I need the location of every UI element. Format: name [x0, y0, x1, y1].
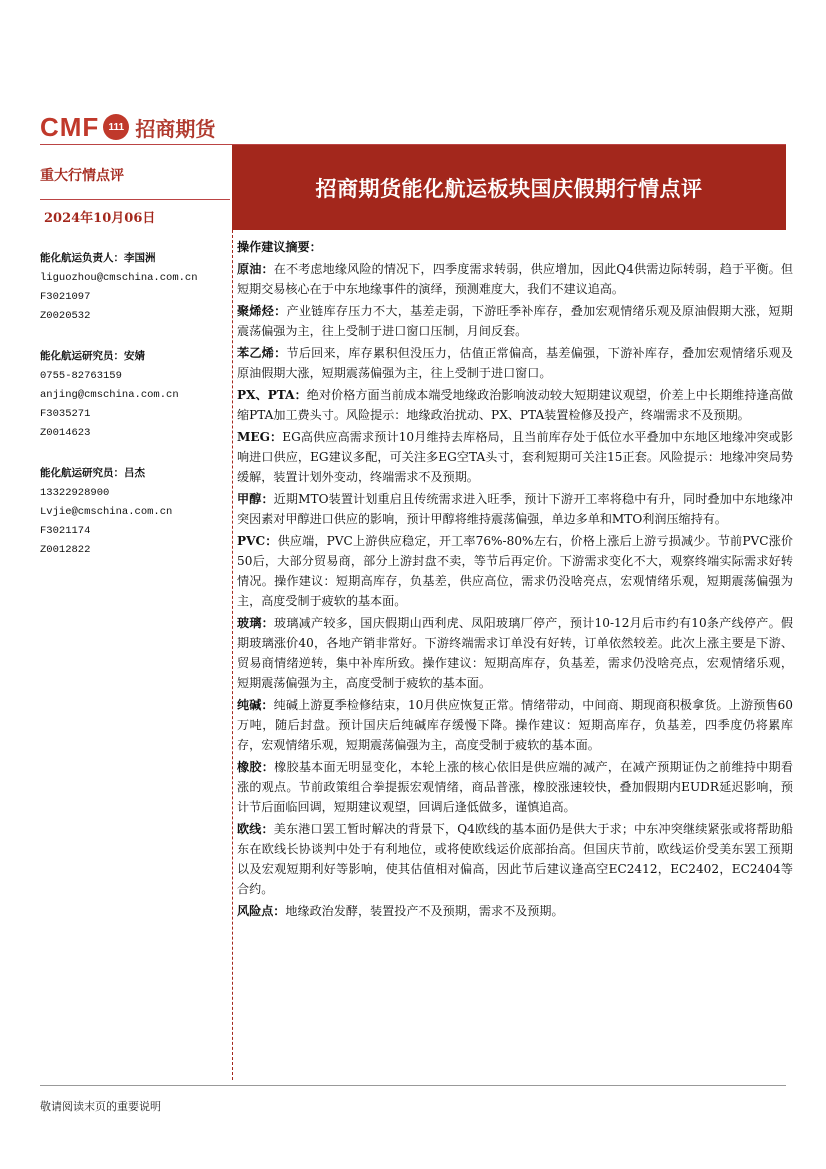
- company-logo: [40, 112, 215, 142]
- commodity-key: 欧线：: [237, 822, 274, 836]
- analyst-license-id: F3035271: [40, 408, 91, 420]
- commodity-paragraph: [237, 757, 793, 817]
- report-category: 重大行情点评: [40, 168, 124, 184]
- commodity-text: 节后回来，库存累积但没压力，估值正常偏高，基差偏强，下游补库存，叠加宏观情绪乐观及原油假期大涨，短期震荡偏强为主，往上受制于进口窗口。: [237, 346, 793, 380]
- logo-cmf-text: CMF: [40, 111, 100, 142]
- logo-badge-text: 111: [108, 121, 125, 133]
- commodity-paragraph: [237, 427, 793, 487]
- commodity-key: 橡胶：: [237, 760, 275, 774]
- analyst-license-id: Z0014623: [40, 427, 91, 439]
- analyst-card: [40, 348, 228, 439]
- commodity-key: 玻璃：: [237, 616, 274, 630]
- commodity-text: EG高供应高需求预计10月维持去库格局，且当前库存处于低位水平叠加中东地区地缘冲突或影响进口供应，EG建议多配，可关注多EG空TA头寸，套利短期可关注15正套。风险提示：地缘冲突局势缓解，装置计划外变动，终端需求不及预期。: [237, 430, 793, 484]
- logo-badge-icon: [103, 114, 129, 140]
- commodity-key: PVC：: [237, 534, 278, 548]
- risk-key: 风险点：: [237, 904, 286, 918]
- commodity-text: 绝对价格方面当前成本端受地缘政治影响波动较大短期建议观望，价差上中长期维持逢高做缩PTA加工费头寸。风险提示：地缘政治扰动、PX、PTA装置检修及投产，终端需求不及预期。: [237, 388, 793, 422]
- analyst-card: [40, 250, 228, 322]
- summary-heading: 操作建议摘要：: [237, 240, 322, 254]
- commodity-paragraph: [237, 301, 793, 341]
- commodity-key: MEG：: [237, 430, 283, 444]
- commodity-text: 近期MTO装置计划重启且传统需求进入旺季，预计下游开工率将稳中有升，同时叠加中东地缘冲突因素对甲醇进口供应的影响，预计甲醇将维持震荡偏强，单边多单和MTO利润压缩持有。: [237, 492, 793, 526]
- commodity-text: 美东港口罢工暂时解决的背景下，Q4欧线的基本面仍是供大于求；中东冲突继续紧张或将帮助船东在欧线长协谈判中处于有利地位，或将使欧线运价底部抬高。但国庆节前，欧线运价受美东罢工预期以及宏观短期利好等影响，使其估值相对偏高，因此节后建议逢高空EC2412，EC2402，EC2404等合约。: [237, 822, 793, 896]
- commodity-key: PX、PTA：: [237, 388, 307, 402]
- report-body: [237, 237, 793, 923]
- commodity-paragraph: [237, 613, 793, 693]
- analyst-role: 能化航运研究员：安婧: [40, 350, 145, 362]
- commodity-text: 在不考虑地缘风险的情况下，四季度需求转弱，供应增加，因此Q4供需边际转弱，趋于平衡。但短期交易核心在于中东地缘事件的演绎，预测难度大，我们不建议追高。: [237, 262, 793, 296]
- analyst-role: 能化航运负责人：李国洲: [40, 252, 156, 264]
- analyst-email[interactable]: anjing@cmschina.com.cn: [40, 389, 179, 401]
- logo-cn-text: 招商期货: [135, 116, 216, 141]
- commodity-paragraph: [237, 489, 793, 529]
- analyst-role: 能化航运研究员：吕杰: [40, 467, 145, 479]
- commodity-paragraph: [237, 819, 793, 899]
- commodity-text: 供应端，PVC上游供应稳定，开工率76%-80%左右，价格上涨后上游亏损减少。节前PVC涨价50后，大部分贸易商，部分上游封盘不卖，等节后再定价。下游需求变化不大，观察终端实际需求好转情况。操作建议：短期高库存，负基差，供应高位，需求仍没啥亮点，宏观情绪乐观，短期震荡偏强为主，高度受制于疲软的基本面。: [237, 534, 793, 608]
- analyst-sidebar: [40, 250, 228, 582]
- commodity-key: 聚烯烃：: [237, 304, 287, 318]
- commodity-paragraph: [237, 531, 793, 611]
- commodity-paragraph: [237, 385, 793, 425]
- commodity-text: 橡胶基本面无明显变化，本轮上涨的核心依旧是供应端的减产，在减产预期证伪之前维持中期看涨的观点。节前政策组合拳提振宏观情绪，商品普涨，橡胶涨速较快，叠加假期内EUDR延迟影响，预计节后面临回调，短期建议观望，回调后逢低做多，谨慎追高。: [237, 760, 793, 814]
- category-divider: [40, 199, 230, 200]
- analyst-email[interactable]: liguozhou@cmschina.com.cn: [40, 272, 198, 284]
- commodity-paragraph: [237, 343, 793, 383]
- commodity-text: 纯碱上游夏季检修结束，10月供应恢复正常。情绪带动，中间商、期现商积极拿货。上游预售60万吨，随后封盘。预计国庆后纯碱库存缓慢下降。操作建议：短期高库存，负基差，四季度仍将累库存，宏观情绪乐观，短期震荡偏强为主，高度受制于疲软的基本面。: [237, 698, 793, 752]
- commodity-key: 苯乙烯：: [237, 346, 287, 360]
- risk-text: 地缘政治发酵，装置投产不及预期，需求不及预期。: [285, 904, 564, 918]
- commodity-paragraph: [237, 695, 793, 755]
- commodity-key: 纯碱：: [237, 698, 274, 712]
- risk-paragraph: [237, 901, 793, 921]
- commodity-key: 甲醇：: [237, 492, 274, 506]
- disclaimer-footer: 敬请阅读末页的重要说明: [40, 1085, 786, 1114]
- analyst-phone: 13322928900: [40, 487, 110, 499]
- analyst-license-id: F3021097: [40, 291, 91, 303]
- commodity-key: 原油：: [237, 262, 274, 276]
- title-banner: [232, 145, 786, 230]
- page-title: 招商期货能化航运板块国庆假期行情点评: [315, 176, 703, 201]
- commodity-paragraph: [237, 259, 793, 299]
- analyst-phone: 0755-82763159: [40, 370, 122, 382]
- analyst-card: [40, 465, 228, 556]
- analyst-email[interactable]: Lvjie@cmschina.com.cn: [40, 506, 173, 518]
- analyst-license-id: Z0012822: [40, 544, 91, 556]
- commodity-text: 产业链库存压力不大，基差走弱，下游旺季补库存，叠加宏观情绪乐观及原油假期大涨，短期震荡偏强为主，往上受制于进口窗口压制，月间反套。: [237, 304, 793, 338]
- commodity-text: 玻璃减产较多，国庆假期山西利虎、凤阳玻璃厂停产，预计10-12月后市约有10条产线停产。假期玻璃涨价40，各地产销非常好。下游终端需求订单没有好转，订单依然较差。此次上涨主要是下游、贸易商情绪逆转，集中补库所致。操作建议：短期高库存，负基差，需求仍没啥亮点，宏观情绪乐观，短期震荡偏强为主，高度受制于疲软的基本面。: [237, 616, 793, 690]
- report-date: 2024年10月06日: [44, 211, 156, 226]
- column-divider: [232, 230, 233, 1080]
- analyst-license-id: F3021174: [40, 525, 91, 537]
- analyst-license-id: Z0020532: [40, 310, 91, 322]
